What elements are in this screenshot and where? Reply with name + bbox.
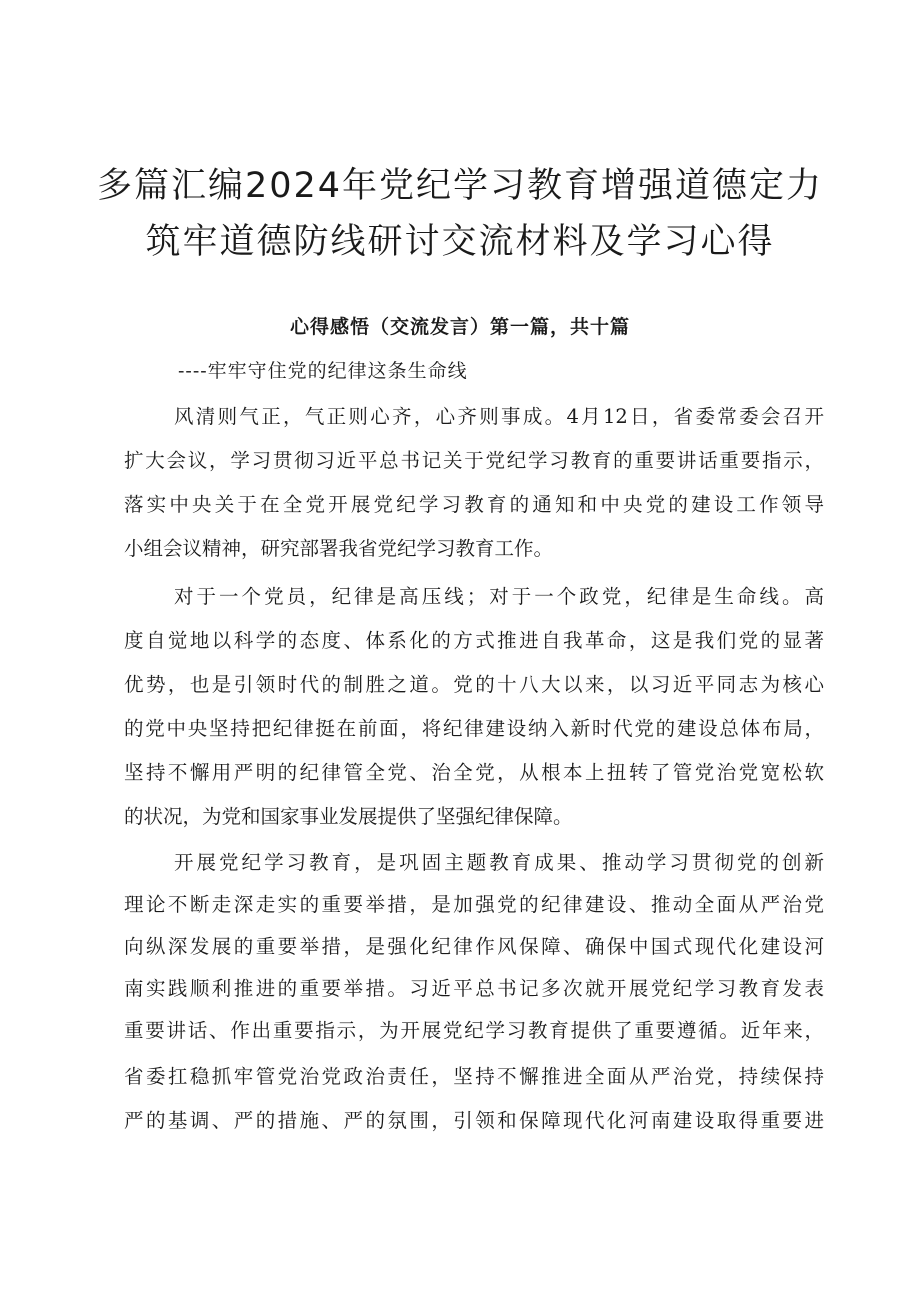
paragraph-3-line-1: 开展党纪学习教育，是巩固主题教育成果、推动学习贯彻党的创新 bbox=[174, 851, 824, 874]
paragraph-1-line-2: 扩大会议，学习贯彻习近平总书记关于党纪学习教育的重要讲话重要指示， bbox=[124, 449, 824, 472]
paragraph-3-line-4: 南实践顺利推进的重要举措。习近平总书记多次就开展党纪学习教育发表 bbox=[124, 977, 824, 1000]
paragraph-3-line-2: 理论不断走深走实的重要举措，是加强党的纪律建设、推动全面从严治党 bbox=[124, 893, 824, 916]
paragraph-2-line-1: 对于一个党员，纪律是高压线；对于一个政党，纪律是生命线。高 bbox=[174, 585, 824, 608]
paragraph-2-line-2: 度自觉地以科学的态度、体系化的方式推进自我革命，这是我们党的显著 bbox=[124, 629, 824, 652]
paragraph-2-line-4: 的党中央坚持把纪律挺在前面，将纪律建设纳入新时代党的建设总体布局， bbox=[124, 717, 824, 740]
paragraph-1-line-1: 风清则气正，气正则心齐，心齐则事成。4月12日，省委常委会召开 bbox=[174, 405, 824, 428]
section-subtitle: ----牢牢守住党的纪律这条生命线 bbox=[178, 360, 468, 382]
document-title-line-1: 多篇汇编2024年党纪学习教育增强道德定力 bbox=[96, 166, 824, 206]
paragraph-1-line-4: 小组会议精神，研究部署我省党纪学习教育工作。 bbox=[124, 537, 554, 560]
paragraph-2-line-5: 坚持不懈用严明的纪律管全党、治全党，从根本上扭转了管党治党宽松软 bbox=[124, 761, 824, 784]
paragraph-2-line-3: 优势，也是引领时代的制胜之道。党的十八大以来，以习近平同志为核心 bbox=[124, 673, 824, 696]
paragraph-1-line-3: 落实中央关于在全党开展党纪学习教育的通知和中央党的建设工作领导 bbox=[124, 493, 824, 516]
paragraph-2-line-6: 的状况，为党和国家事业发展提供了坚强纪律保障。 bbox=[124, 805, 573, 828]
document-title bbox=[60, 158, 860, 270]
section-heading: 心得感悟（交流发言）第一篇，共十篇 bbox=[289, 316, 630, 338]
paragraph-3-line-3: 向纵深发展的重要举措，是强化纪律作风保障、确保中国式现代化建设河 bbox=[124, 935, 824, 958]
paragraph-3-line-7: 严的基调、严的措施、严的氛围，引领和保障现代化河南建设取得重要进 bbox=[124, 1109, 824, 1132]
document-title-line-2: 筑牢道德防线研讨交流材料及学习心得 bbox=[145, 222, 775, 262]
paragraph-3-line-6: 省委扛稳抓牢管党治党政治责任，坚持不懈推进全面从严治党，持续保持 bbox=[124, 1065, 824, 1088]
paragraph-3-line-5: 重要讲话、作出重要指示，为开展党纪学习教育提供了重要遵循。近年来， bbox=[124, 1019, 824, 1042]
